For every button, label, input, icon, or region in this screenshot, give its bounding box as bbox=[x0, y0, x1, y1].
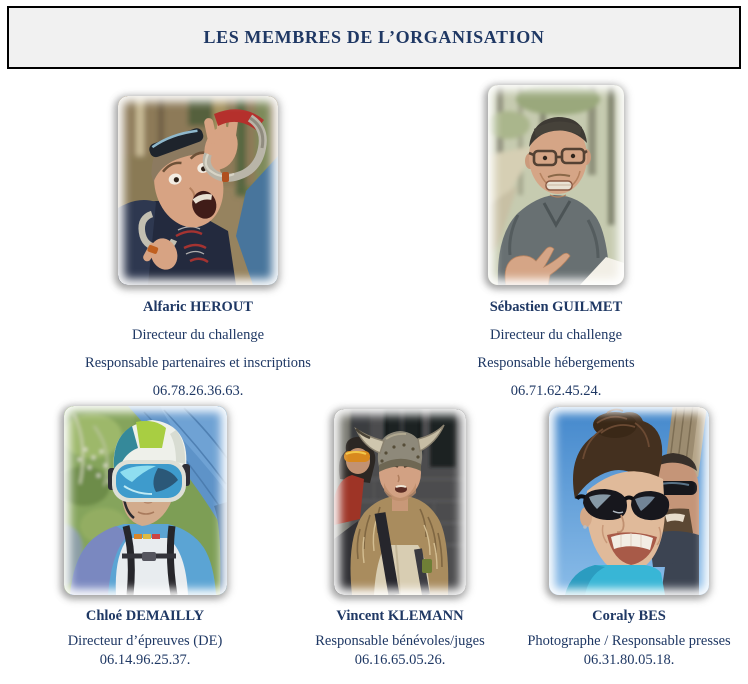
member-role: Directeur d’épreuves (DE) bbox=[67, 633, 223, 649]
member-card-sebastien-guilmet bbox=[396, 83, 716, 400]
photo-alfaric-herout bbox=[118, 96, 278, 285]
member-phone: 06.78.26.36.63. bbox=[152, 383, 244, 399]
member-phone: 06.14.96.25.37. bbox=[99, 652, 191, 668]
photo-coraly-bes bbox=[549, 407, 709, 595]
photo-vincent-klemann bbox=[334, 409, 466, 595]
member-name: Chloé DEMAILLY bbox=[85, 608, 205, 624]
member-name: Vincent KLEMANN bbox=[336, 608, 464, 624]
member-name: Alfaric HEROUT bbox=[143, 299, 253, 315]
photo-area bbox=[549, 405, 709, 595]
member-role: Responsable bénévoles/juges bbox=[315, 633, 485, 649]
member-card-alfaric-herout bbox=[0, 83, 396, 400]
photo-area bbox=[118, 83, 278, 285]
member-card-vincent-klemann bbox=[290, 405, 510, 669]
member-card-chloe-demailly bbox=[0, 405, 290, 669]
member-role: Directeur du challenge bbox=[131, 327, 265, 343]
members-row-top bbox=[0, 83, 748, 400]
photo-chloe-demailly bbox=[64, 406, 227, 595]
photo-area bbox=[64, 405, 227, 595]
member-phone: 06.16.65.05.26. bbox=[354, 652, 446, 668]
member-role: Directeur du challenge bbox=[489, 327, 623, 343]
member-name: Sébastien GUILMET bbox=[489, 299, 623, 315]
member-name: Coraly BES bbox=[592, 608, 666, 624]
member-role: Responsable hébergements bbox=[477, 355, 635, 371]
photo-area bbox=[334, 405, 466, 595]
page-title: LES MEMBRES DE L’ORGANISATION bbox=[203, 27, 545, 47]
members-row-bottom bbox=[0, 405, 748, 669]
member-card-coraly-bes bbox=[510, 405, 748, 669]
member-role: Photographe / Responsable presses bbox=[527, 633, 731, 649]
photo-sebastien-guilmet bbox=[488, 85, 624, 285]
member-role: Responsable partenaires et inscriptions bbox=[85, 355, 311, 371]
member-phone: 06.31.80.05.18. bbox=[583, 652, 675, 668]
photo-area bbox=[488, 83, 624, 285]
member-phone: 06.71.62.45.24. bbox=[510, 383, 602, 399]
title-box bbox=[7, 6, 741, 69]
